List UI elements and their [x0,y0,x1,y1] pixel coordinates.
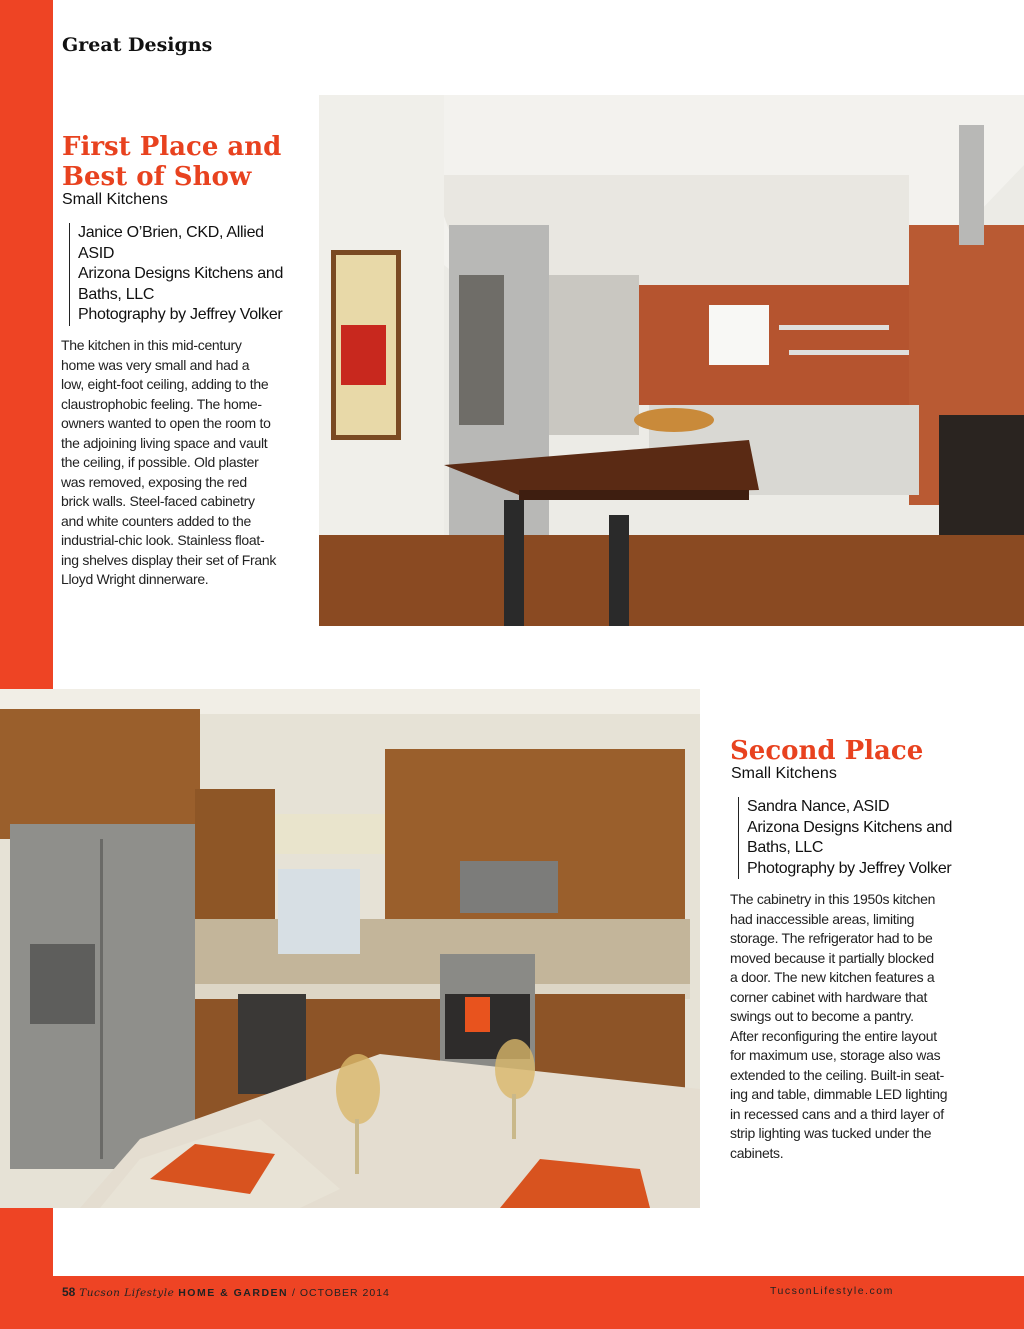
body-line: the adjoining living space and vault [61,434,268,451]
footer-url: TucsonLifestyle.com [770,1285,894,1297]
body-line: ing shelves display their set of Frank [61,551,277,568]
body-line: cabinets. [730,1144,784,1161]
credit-line: Photography by Jeffrey Volker [78,306,283,323]
body-line: low, eight-foot ceiling, adding to the [61,376,269,392]
second-place-title: Second Place [730,736,924,766]
footer-left [62,1285,390,1299]
first-place-title [62,132,281,192]
body-line: corner cabinet with hardware that [730,988,928,1005]
body-line: had inaccessible areas, limiting [730,910,915,927]
body-line: claustrophobic feeling. The home- [61,395,262,412]
first-place-kitchen-photo [319,95,1024,626]
body-line: The kitchen in this mid-century [61,337,242,353]
body-line: ing and table, dimmable LED lighting [730,1086,948,1102]
footer-issue: OCTOBER 2014 [299,1287,390,1299]
second-place-description [730,890,947,1163]
body-line: moved because it partially blocked [730,949,934,966]
first-place-description [61,336,276,590]
first-place-credits [69,223,283,326]
credit-line: Janice O’Brien, CKD, Allied [78,224,264,241]
body-line: Lloyd Wright dinnerware. [61,571,209,587]
credit-line: Baths, LLC [78,285,155,303]
second-place-category: Small Kitchens [731,765,837,782]
body-line: industrial-chic look. Stainless float- [61,532,265,548]
footer-brand: Tucson Lifestyle [79,1287,175,1299]
credit-line: Arizona Designs Kitchens and [78,265,284,282]
body-line: and white counters added to the [61,512,251,529]
body-line: in recessed cans and a third layer of [730,1105,944,1122]
credit-line: ASID [78,244,115,262]
first-place-category: Small Kitchens [62,191,168,208]
credit-line: Sandra Nance, ASID [747,798,890,815]
page-number: 58 [62,1285,76,1299]
footer-strip [53,1209,1024,1276]
section-title: Great Designs [62,34,213,56]
first-place-title-line: Best of Show [62,162,252,192]
body-line: for maximum use, storage also was [730,1047,941,1063]
body-line: home was very small and had a [61,356,250,373]
second-place-kitchen-photo [0,689,700,1208]
body-line: brick walls. Steel-faced cabinetry [61,493,255,509]
footer-magazine: HOME & GARDEN [178,1287,289,1299]
footer-separator: / [288,1287,300,1299]
credit-line: Photography by Jeffrey Volker [747,859,952,877]
second-place-credits [738,797,952,879]
body-line: the ceiling, if possible. Old plaster [61,454,259,470]
body-line: extended to the ceiling. Built-in seat- [730,1066,944,1083]
credit-line: Arizona Designs Kitchens and [747,818,953,836]
body-line: storage. The refrigerator had to be [730,930,933,946]
body-line: owners wanted to open the room to [61,415,271,431]
body-line: The cabinetry in this 1950s kitchen [730,891,936,907]
body-line: was removed, exposing the red [61,473,247,490]
body-line: swings out to become a pantry. [730,1008,914,1024]
body-line: strip lighting was tucked under the [730,1125,932,1141]
credit-line: Baths, LLC [747,839,824,856]
first-place-title-line: First Place and [62,132,282,162]
body-line: a door. The new kitchen features a [730,969,935,985]
body-line: After reconfiguring the entire layout [730,1027,937,1044]
